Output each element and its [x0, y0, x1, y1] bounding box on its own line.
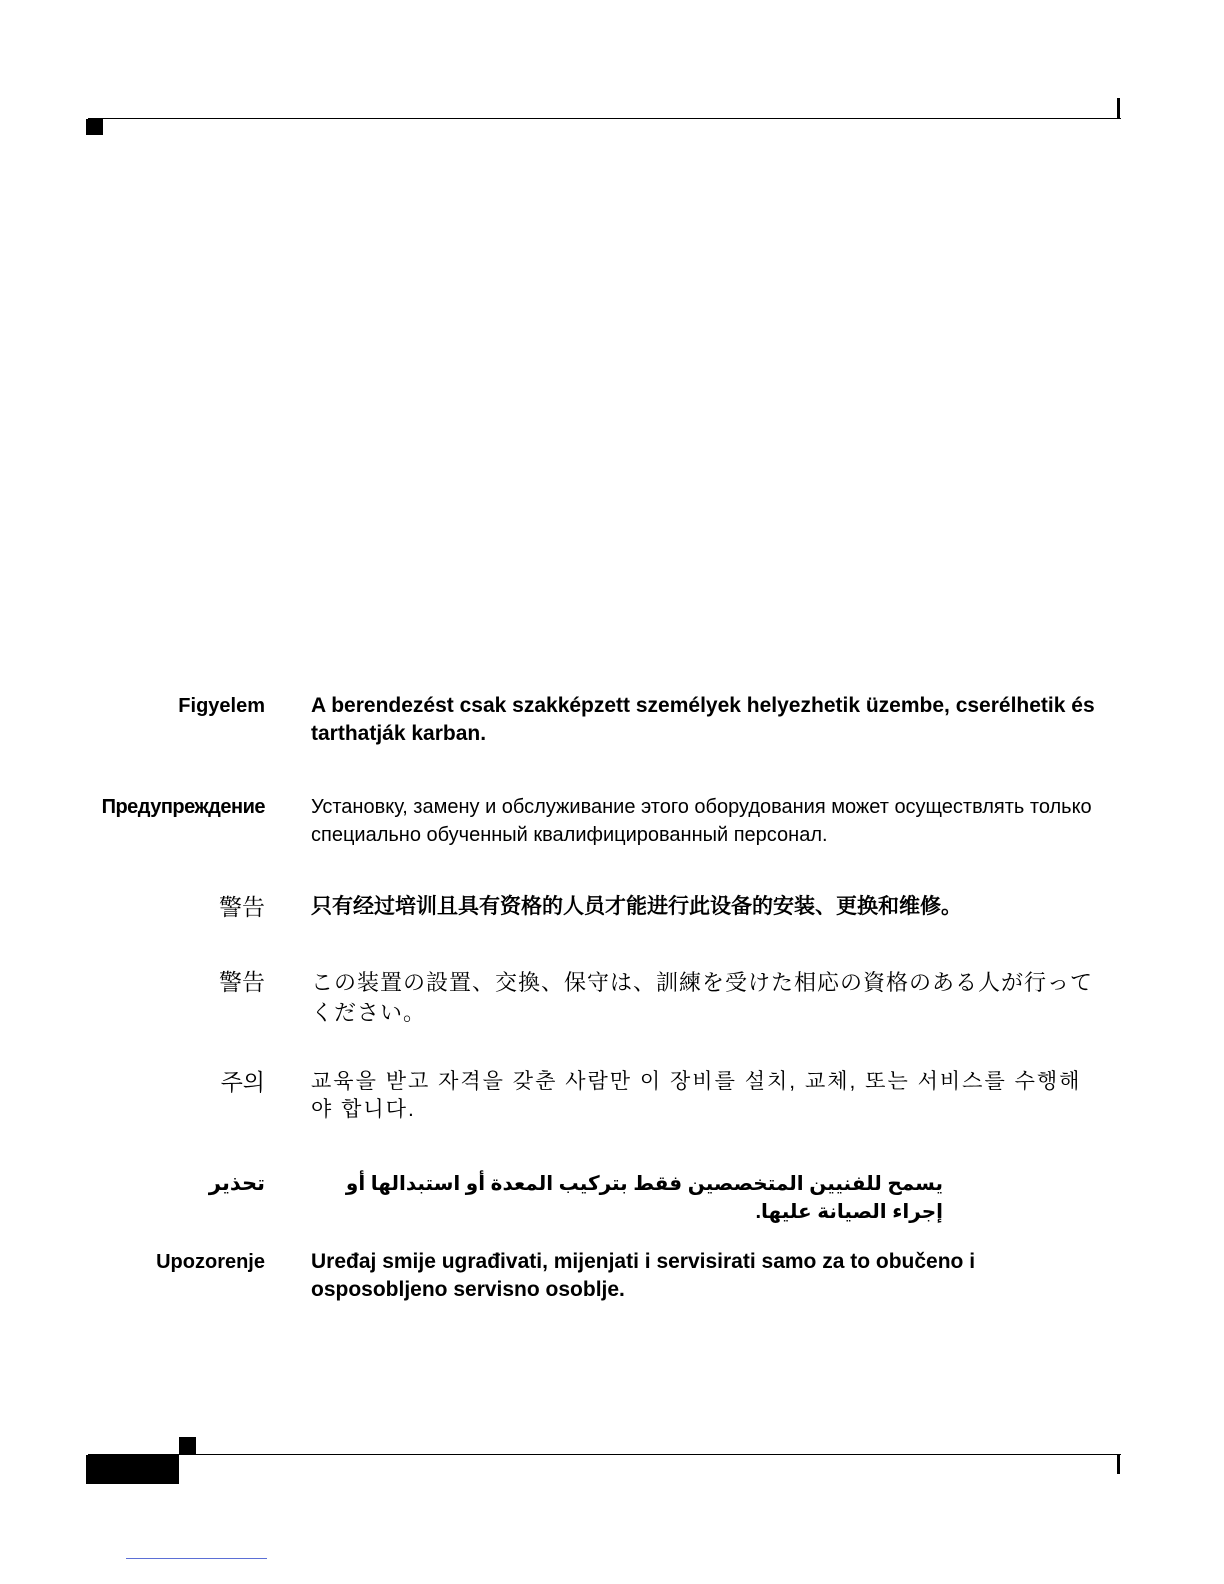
header-tick-mark	[1117, 98, 1120, 119]
header-marker-square	[86, 119, 103, 135]
warning-label-korean: 주의	[220, 1069, 265, 1095]
footer-tick-mark	[1117, 1455, 1120, 1474]
warning-text-chinese: 只有经过培训且具有资格的人员才能进行此设备的安装、更换和维修。	[311, 895, 962, 918]
footer-rule	[88, 1454, 1121, 1455]
warning-text-arabic: يسمح للفنيين المتخصصين فقط بتركيب المعدة أو استبدالها أو إجراء الصيانة عليها.	[345, 1173, 943, 1223]
footer-page-block	[86, 1455, 179, 1484]
warning-text-japanese: この装置の設置、交換、保守は、訓練を受けた相応の資格のある人が行ってください。	[311, 970, 1094, 1025]
header-rule	[88, 118, 1121, 119]
footer-marker-square	[179, 1437, 196, 1454]
warning-label-arabic: تحذير	[208, 1172, 265, 1195]
warning-text-hungarian: A berendezést csak szakképzett személyek helyezhetik üzembe, cserélhetik és tarthatják karban.	[311, 694, 1095, 745]
warning-text-korean: 교육을 받고 자격을 갖춘 사람만 이 장비를 설치, 교체, 또는 서비스를 수행해야 합니다.	[311, 1070, 1082, 1121]
warning-text-croatian: Uređaj smije ugrađivati, mijenjati i servisirati samo za to obučeno i osposobljeno servisno osoblje.	[311, 1250, 976, 1301]
footer-link-underline[interactable]	[126, 1558, 267, 1559]
warning-label-japanese: 警告	[219, 969, 265, 995]
warning-text-russian: Установку, замену и обслуживание этого оборудования может осуществлять только специально обученный квалифицированный персонал.	[311, 796, 1092, 846]
warning-label-hungarian: Figyelem	[178, 695, 265, 717]
warning-label-russian: Предупреждение	[101, 796, 265, 818]
warning-label-chinese: 警告	[219, 894, 265, 920]
warning-label-croatian: Upozorenje	[156, 1251, 265, 1273]
